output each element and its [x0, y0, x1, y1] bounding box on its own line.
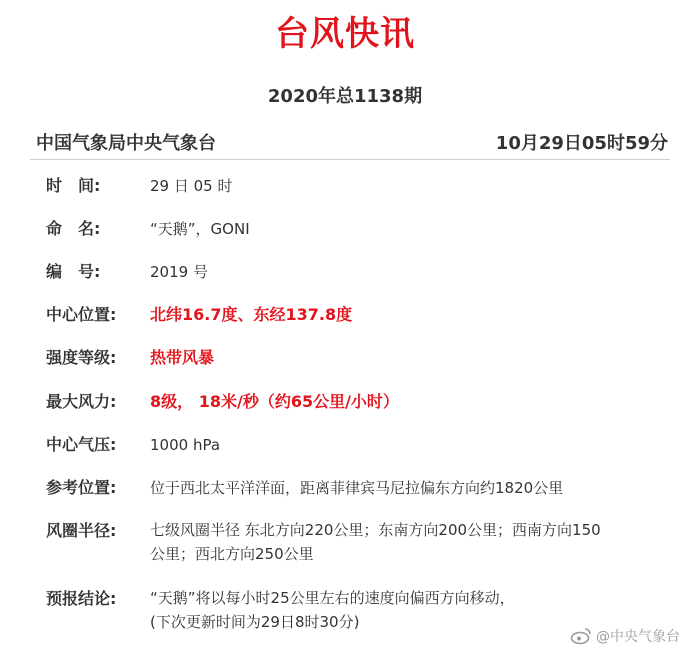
- watermark-text: @中央气象台: [596, 629, 680, 645]
- label-pressure: 中心气压:: [46, 435, 117, 454]
- issue-datetime: 10月29日05时59分: [495, 133, 668, 154]
- weibo-icon: [570, 627, 592, 645]
- label-name: 命 名:: [46, 219, 101, 238]
- value-name: “天鹅”，GONI: [150, 220, 250, 238]
- issue-number: 2020年总1138期: [267, 86, 423, 107]
- forecast-line-2: (下次更新时间为29日8时30分): [150, 613, 360, 631]
- row-center-position: [46, 302, 676, 328]
- weibo-watermark: [570, 626, 680, 646]
- label-intensity: 强度等级:: [46, 348, 117, 367]
- row-intensity: [46, 345, 676, 371]
- label-forecast: 预报结论:: [46, 589, 117, 608]
- row-reference-position: [46, 475, 676, 501]
- row-number: [46, 259, 676, 285]
- row-name: [46, 216, 676, 242]
- row-pressure: [46, 432, 676, 458]
- label-time: 时 间:: [46, 176, 101, 195]
- label-reference-position: 参考位置:: [46, 478, 117, 497]
- agency-name: 中国气象局中央气象台: [36, 133, 216, 154]
- value-reference-position: 位于西北太平洋洋面，距离菲律宾马尼拉偏东方向约1820公里: [150, 479, 564, 497]
- label-center-position: 中心位置:: [46, 305, 117, 324]
- row-max-wind: [46, 389, 676, 415]
- value-forecast: [150, 586, 620, 634]
- value-intensity: 热带风暴: [150, 348, 215, 367]
- value-center-position: 北纬16.7度、东经137.8度: [150, 305, 353, 324]
- row-time: [46, 173, 676, 199]
- value-pressure: 1000 hPa: [150, 436, 221, 454]
- header-divider: [30, 159, 670, 160]
- value-max-wind: 8级， 18米/秒（约65公里/小时）: [150, 392, 399, 411]
- wind-radius-line-2: 公里；西北方向250公里: [150, 545, 314, 563]
- header-bar: [36, 130, 668, 154]
- wind-radius-line-1: 七级风圈半径 东北方向220公里；东南方向200公里；西南方向150: [150, 521, 601, 539]
- label-number: 编 号:: [46, 262, 101, 281]
- value-wind-radius: [150, 518, 620, 566]
- forecast-line-1: “天鹅”将以每小时25公里左右的速度向偏西方向移动，: [150, 589, 515, 607]
- label-wind-radius: 风圈半径:: [46, 521, 117, 540]
- row-wind-radius: [46, 518, 676, 566]
- value-time: 29 日 05 时: [150, 177, 233, 195]
- page-title: 台风快讯: [275, 14, 415, 54]
- value-number: 2019 号: [150, 263, 208, 281]
- label-max-wind: 最大风力:: [46, 392, 117, 411]
